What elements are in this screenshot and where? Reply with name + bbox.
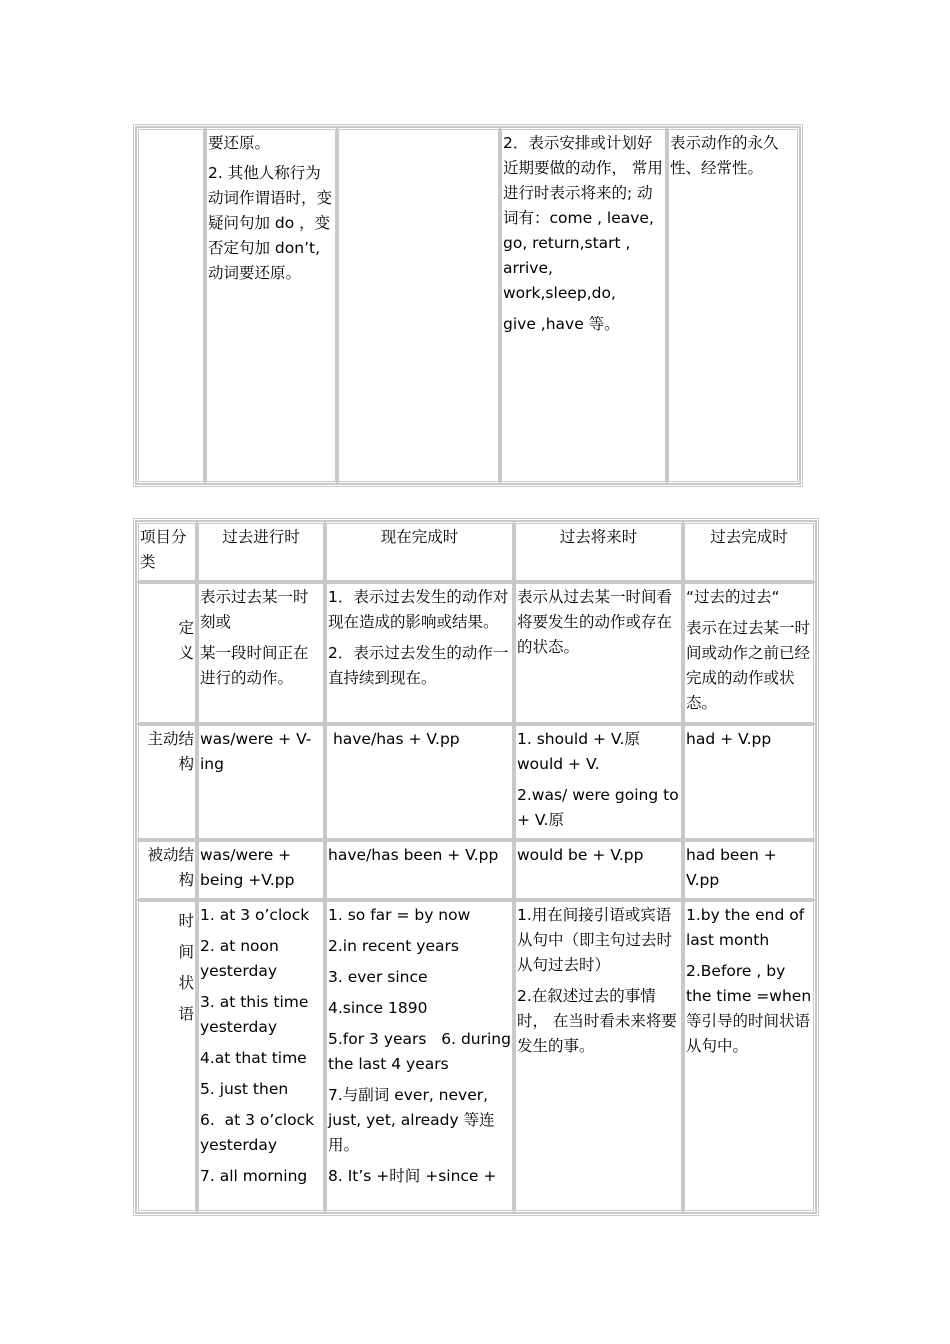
header-past-perfect: 过去完成时 [682, 521, 816, 583]
table1-text: give ,have 等。 [503, 315, 620, 333]
row-label-definition: 定义 [136, 581, 198, 725]
definition-past-progressive: 表示过去某一时刻或 某一段时间正在进行的动作。 [196, 581, 326, 725]
passive-present-perfect: have/has been + V.pp [324, 839, 515, 901]
time-past-progressive: 1. at 3 o’clock 2. at noon yesterday 3. at this time yesterday 4.at that time 5. just then 6. at 3 o’clock yesterday 7. all morning [196, 899, 326, 1213]
table1-text: 2．表示安排或计划好近期要做的动作， 常用进行时表示将来的; 动词有：come , leave, go, return,start , arrive, work,sleep,do, [503, 134, 663, 302]
tense-table [133, 518, 819, 1216]
definition-past-future: 表示从过去某一时间看将要发生的动作或存在的状态。 [513, 581, 684, 725]
active-past-progressive: was/were + V-ing [196, 723, 326, 841]
active-past-perfect: had + V.pp [682, 723, 816, 841]
table1-text: 表示动作的永久性、经常性。 [670, 134, 779, 177]
definition-present-perfect: 1．表示过去发生的动作对现在造成的影响或结果。 2．表示过去发生的动作一直持续到现在。 [324, 581, 515, 725]
table1-text: 要还原。 [208, 134, 271, 152]
table1-cell-simple-present [204, 127, 338, 484]
time-past-perfect: 1.by the end of last month 2.Before , by the time =when 等引导的时间状语从句中。 [682, 899, 816, 1213]
header-present-perfect: 现在完成时 [324, 521, 515, 583]
table1-cell-permanence [666, 127, 800, 484]
active-past-future: 1. should + V.原 would + V. 2.was/ were going to + V.原 [513, 723, 684, 841]
active-present-perfect: have/has + V.pp [324, 723, 515, 841]
passive-past-perfect: had been + V.pp [682, 839, 816, 901]
row-label-passive: 被动结构 [136, 839, 198, 901]
table1-cell-progressive [499, 127, 668, 484]
header-category: 项目分类 [136, 521, 198, 583]
row-label-active: 主动结构 [136, 723, 198, 841]
row-label-time-adverbials: 时间状语 [136, 899, 198, 1213]
table1-cell-empty [336, 127, 501, 484]
table1-cell-label [136, 127, 206, 484]
time-past-future: 1.用在间接引语或宾语从句中（即主句过去时从句过去时） 2.在叙述过去的事情时， 在当时看未来将要发生的事。 [513, 899, 684, 1213]
time-present-perfect: 1. so far = by now 2.in recent years 3. ever since 4.since 1890 5.for 3 years 6. during the last 4 years 7.与副词 ever, never, just, yet, already 等连用。 8. It’s +时间 +since + [324, 899, 515, 1213]
passive-past-future: would be + V.pp [513, 839, 684, 901]
definition-past-perfect: “过去的过去“ 表示在过去某一时间或动作之前已经完成的动作或状态。 [682, 581, 816, 725]
passive-past-progressive: was/were + being +V.pp [196, 839, 326, 901]
header-past-future: 过去将来时 [513, 521, 684, 583]
table1-text: 2. 其他人称行为动词作谓语时，变疑问句加 do ，变否定句加 don’t, 动词要还原。 [208, 164, 333, 282]
header-past-progressive: 过去进行时 [196, 521, 326, 583]
table-continued [133, 124, 803, 487]
